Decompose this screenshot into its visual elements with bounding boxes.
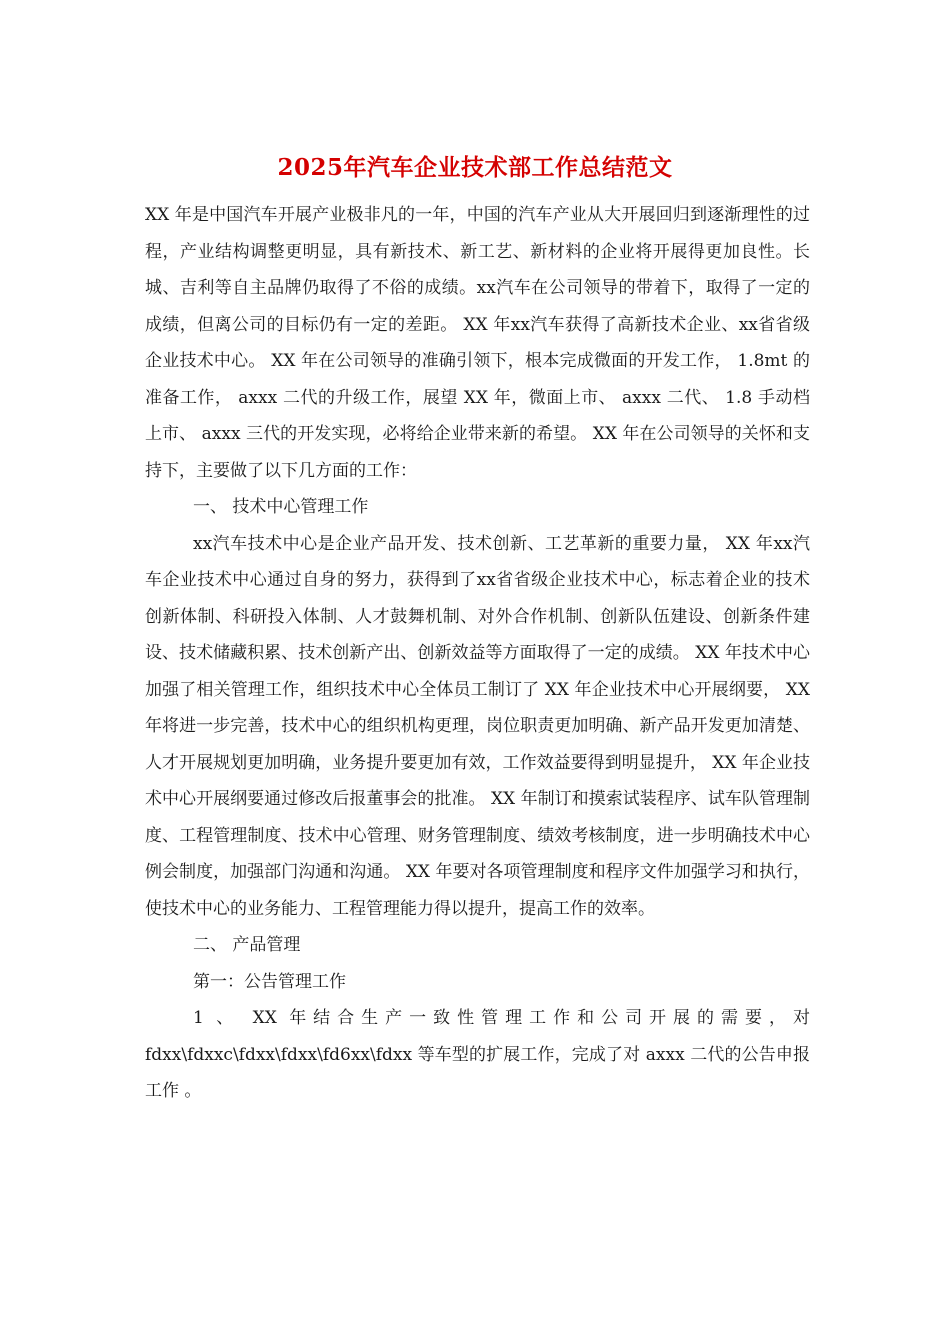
tech-center-paragraph: xx汽车技术中心是企业产品开发、技术创新、工艺革新的重要力量， XX 年xx汽车企业技术中心通过自身的努力，获得到了xx省省级企业技术中心，标志着企业的技术创新体制、科研投入体制、人才鼓舞机制、对外合作机制、创新队伍建设、创新条件建设、技术储藏积累、技术创新产出、创新效益等方面取得了一定的成绩。 XX 年技术中心加强了相关管理工作，组织技术中心全体员工制订了 XX 年企业技术中心开展纲要， XX 年将进一步完善，技术中心的组织机构更理，岗位职责更加明确、新产品开发更加清楚、人才开展规划更加明确，业务提升要更加有效，工作效益要得到明显提升， XX 年企业技术中心开展纲要通过修改后报董事会的批准。 XX 年制订和摸索试装程序、试车队管理制度、工程管理制度、技术中心管理、财务管理制度、绩效考核制度，进一步明确技术中心例会制度，加强部门沟通和沟通。 XX 年要对各项管理制度和程序文件加强学习和执行，使技术中心的业务能力、工程管理能力得以提升，提高工作的效率。 [145,533,810,919]
document-body [145,197,810,1110]
section-heading-tech-center: 一、 技术中心管理工作 [193,497,369,517]
subsection-heading-announcement: 第一：公告管理工作 [193,971,346,992]
intro-paragraph: XX 年是中国汽车开展产业极非凡的一年，中国的汽车产业从大开展回归到逐渐理性的过程，产业结构调整更明显，具有新技术、新工艺、新材料的企业将开展得更加良性。长城、吉利等自主品牌仍取得了不俗的成绩。xx汽车在公司领导的带着下，取得了一定的成绩，但离公司的目标仍有一定的差距。 XX 年xx汽车获得了高新技术企业、xx省省级企业技术中心。 XX 年在公司领导的准确引领下，根本完成微面的开发工作， 1.8mt 的准备工作， axxx 二代的升级工作，展望 XX 年，微面上市、 axxx 二代、 1.8 手动档上市、 axxx 三代的开发实现，必将给企业带来新的希望。 XX 年在公司领导的关怀和支持下，主要做了以下几方面的工作： [145,205,810,481]
section-heading-product-management: 二、 产品管理 [193,935,301,955]
document-title: 2025年汽车企业技术部工作总结范文 [277,154,673,181]
announcement-item-1: 1 、 XX 年结合生产一致性管理工作和公司开展的需要，对 fdxx\fdxxc\fdxx\fdxx\fd6xx\fdxx 等车型的扩展工作，完成了对 axxx 二代的公告申报工作 。 [145,1008,810,1101]
